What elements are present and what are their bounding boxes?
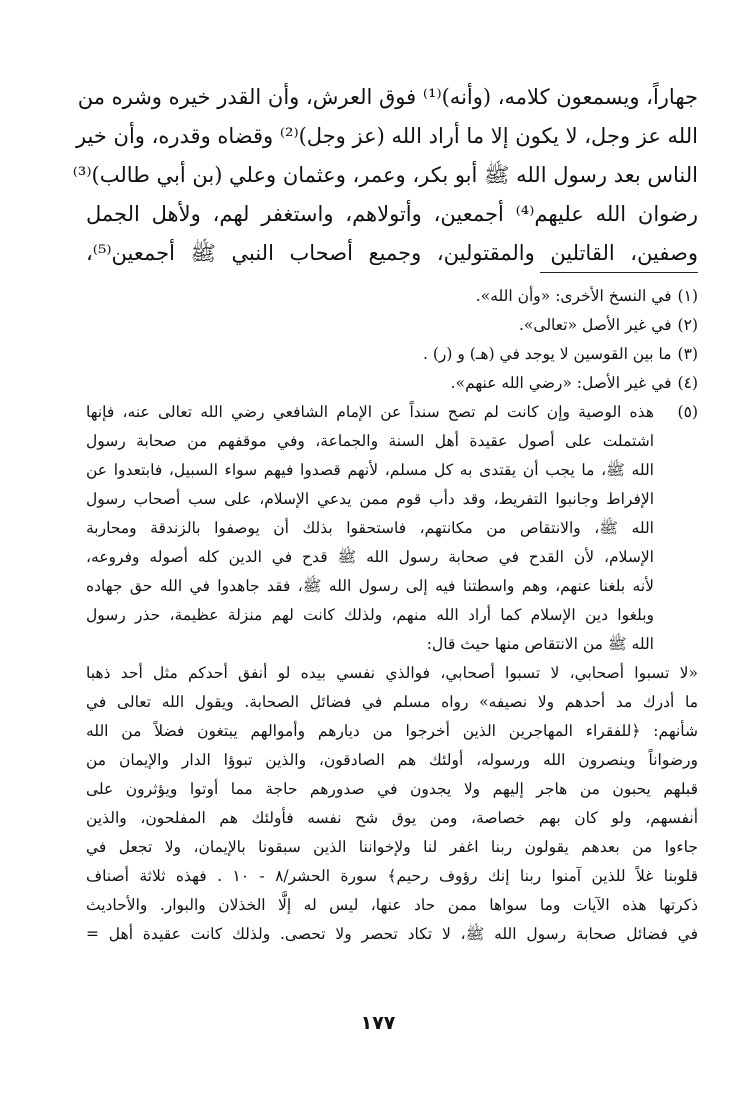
footnote-5-body [86, 398, 654, 659]
footnote-line: الله ﷺ من الانتقاص منها حيث قال: [426, 635, 654, 653]
footnote-text: في النسخ الأخرى: «وأن الله». [475, 287, 672, 305]
footnote-4 [86, 369, 698, 398]
footnote-line: في فضائل صحابة رسول الله ﷺ، لا تكاد تحصر ولا تحصى. ولذلك كانت عقيدة أهل = [86, 925, 698, 943]
main-text-line: جهاراً، ويسمعون كلامه، (وأنه)⁽¹⁾ فوق العرش، وأن القدر خيره وشره من [77, 85, 698, 109]
footnote-line: ورضواناً وينصرون الله ورسوله، أولئك هم الصادقون، والذين تبوؤا الدار والإيمان من [86, 751, 698, 769]
main-text-line: رضوان الله عليهم⁽⁴⁾ أجمعين، وأتولاهم، واستغفر لهم، ولأهل الجمل [86, 202, 698, 226]
footnote-number: (١) [677, 287, 698, 305]
footnote-line: قبلهم يحبون من هاجر إليهم ولا يجدون في صدورهم حاجة مما أوتوا ويؤثرون على [86, 780, 698, 798]
footnote-separator [540, 272, 698, 273]
footnote-line: قلوبنا غلاً للذين آمنوا ربنا إنك رؤوف رحيم﴾ سورة الحشر/٨ - ١٠ . فهذه ثلاثة أصناف [86, 867, 698, 885]
footnote-number: (٥) [677, 403, 698, 421]
footnote-line: الإسلام، لأن القدح في صحابة رسول الله ﷺ قدح في الدين كله أصوله وفروعه، [86, 548, 654, 566]
footnote-number: (٢) [677, 316, 698, 334]
page-number: ١٧٧ [360, 1012, 396, 1034]
footnote-line: «لا تسبوا أصحابي، لا تسبوا أصحابي، فوالذي نفسي بيده لو أنفق أحدكم مثل أحد ذهبا [86, 664, 698, 682]
footnote-1 [86, 282, 698, 311]
footnotes [86, 282, 698, 949]
footnote-line: ما أدرك مد أحدهم ولا نصيفه» رواه مسلم في فضائل الصحابة. ويقول الله تعالى في [86, 693, 698, 711]
footnote-line: لأنه بلغنا عنهم، وهم واسطتنا فيه إلى رسول الله ﷺ، فقد جاهدوا في الله حق جهاده [86, 577, 654, 595]
footnote-line: هذه الوصية وإن كانت لم تصح سنداً عن الإمام الشافعي رضي الله تعالى عنه، فإنها [86, 403, 654, 421]
main-text [72, 78, 698, 273]
footnote-line: جاءوا من بعدهم يقولون ربنا اغفر لنا ولإخواننا الذين سبقونا بالإيمان، ولا تجعل في [86, 838, 698, 856]
footnote-text: في غير الأصل «تعالى». [519, 316, 672, 334]
footnote-line: أنفسهم، ولو كان بهم خصاصة، ومن يوق شح نفسه فأولئك هم المفلحون، والذين [86, 809, 698, 827]
main-text-line: وصفين، القاتلين والمقتولين، وجميع أصحاب النبي ﷺ أجمعين⁽⁵⁾، [86, 241, 698, 265]
footnote-line: اشتملت على أصول عقيدة أهل السنة والجماعة، وفي موقفهم من صحابة رسول [86, 432, 654, 450]
footnote-number: (٣) [677, 345, 698, 363]
footnote-5 [86, 398, 698, 659]
footnote-text: ما بين القوسين لا يوجد في (هـ) و (ر) . [423, 345, 672, 363]
footnote-line: شأنهم: ﴿للفقراء المهاجرين الذين أخرجوا من ديارهم وأموالهم يبتغون فضلاً من الله [86, 722, 698, 740]
footnote-number: (٤) [677, 374, 698, 392]
footnote-text: في غير الأصل: «رضي الله عنهم». [450, 374, 672, 392]
footnote-3 [86, 340, 698, 369]
footnote-line: ذكرتها هذه الآيات وما سواها ممن حاد عنها، ليس له إلَّا الخذلان والبوار. والأحاديث [86, 896, 698, 914]
footnote-line: الله ﷺ، ما يجب أن يقتدى به كل مسلم، لأنهم قصدوا فيهم سواء السبيل، فابتعدوا عن [86, 461, 654, 479]
footnote-2 [86, 311, 698, 340]
main-text-line: الله عز وجل، لا يكون إلا ما أراد الله (عز وجل)⁽²⁾ وقضاه وقدره، وأن خير [75, 124, 698, 148]
main-text-line: الناس بعد رسول الله ﷺ أبو بكر، وعمر، وعثمان وعلي (بن أبي طالب)⁽³⁾ [72, 163, 698, 187]
footnote-line: الإفراط وجانبوا التفريط، وقد دأب قوم ممن يدعي الإسلام، على سب أصحاب رسول [86, 490, 654, 508]
footnote-line: وبلغوا دين الإسلام كما أراد الله منهم، ولذلك كانت لهم منزلة عظيمة، حذر رسول [86, 606, 654, 624]
footnote-line: الله ﷺ، والانتقاص من مكانتهم، فاستحقوا بذلك أن يوصفوا بالزندقة ومحاربة [86, 519, 654, 537]
footnote-5-continuation [86, 659, 698, 949]
